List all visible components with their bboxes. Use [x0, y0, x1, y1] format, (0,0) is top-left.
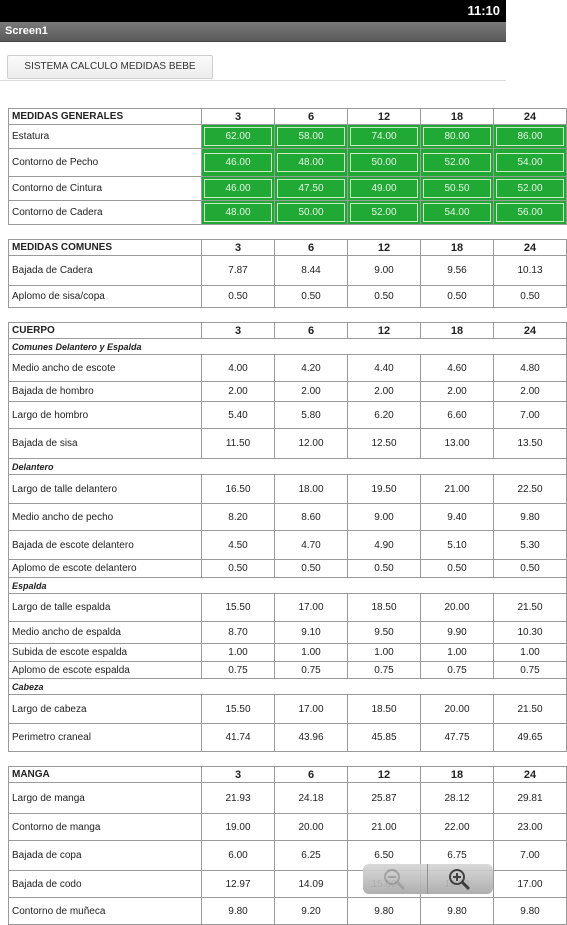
title-bar: [0, 22, 506, 42]
table-row: [9, 256, 567, 286]
section-title: MANGA: [9, 767, 202, 783]
value-cell: 15.50: [202, 695, 275, 724]
measurement-label: Perimetro craneal: [9, 724, 202, 752]
value-cell: 5.40: [202, 402, 275, 429]
value-cell: 15.50: [202, 594, 275, 622]
value-cell: 2.00: [494, 382, 567, 402]
table-row: [9, 201, 567, 225]
value-cell: 20.00: [275, 814, 348, 841]
value-cell: 6.00: [202, 841, 275, 871]
input-cell[interactable]: [494, 149, 567, 177]
table-row: [9, 594, 567, 622]
value-cell: 4.40: [348, 355, 421, 382]
measurement-label: Largo de manga: [9, 783, 202, 814]
value-cell: 9.80: [494, 504, 567, 531]
value-cell: 0.75: [202, 662, 275, 679]
value-cell: 17.00: [494, 871, 567, 898]
value-cell: 18.00: [275, 475, 348, 504]
input-cell[interactable]: [348, 125, 421, 149]
column-header: 3: [202, 767, 275, 783]
zoom-controls: [363, 864, 493, 894]
value-cell: 18.50: [348, 695, 421, 724]
input-value: 52.00: [423, 153, 491, 172]
value-cell: 16.50: [202, 475, 275, 504]
input-cell[interactable]: [494, 177, 567, 201]
value-cell: 21.00: [348, 814, 421, 841]
value-cell: 20.00: [421, 695, 494, 724]
input-cell[interactable]: [494, 201, 567, 225]
input-cell[interactable]: [275, 125, 348, 149]
input-cell[interactable]: [348, 177, 421, 201]
section-header-row: [9, 240, 567, 256]
input-value: 50.00: [277, 203, 345, 222]
value-cell: 9.80: [494, 898, 567, 925]
column-header: 12: [348, 109, 421, 125]
measurement-label: Medio ancho de espalda: [9, 622, 202, 644]
table-row: [9, 355, 567, 382]
value-cell: 0.50: [421, 560, 494, 578]
value-cell: 0.50: [494, 286, 567, 308]
value-cell: 7.87: [202, 256, 275, 286]
input-value: 50.50: [423, 179, 491, 198]
table-row: [9, 149, 567, 177]
value-cell: 9.20: [275, 898, 348, 925]
section-header-row: [9, 109, 567, 125]
column-header: 6: [275, 240, 348, 256]
table-row: [9, 814, 567, 841]
value-cell: 22.50: [494, 475, 567, 504]
value-cell: 29.81: [494, 783, 567, 814]
measurement-label: Contorno de Cadera: [9, 201, 202, 225]
input-cell[interactable]: [421, 177, 494, 201]
subsection-title: Comunes Delantero y Espalda: [9, 339, 567, 355]
section-header-row: [9, 323, 567, 339]
value-cell: 11.50: [202, 429, 275, 459]
value-cell: 10.13: [494, 256, 567, 286]
table-row: [9, 531, 567, 560]
table-row: [9, 724, 567, 752]
value-cell: 9.56: [421, 256, 494, 286]
input-cell[interactable]: [421, 149, 494, 177]
gap-cell: [9, 308, 567, 323]
column-header: 12: [348, 767, 421, 783]
value-cell: 6.50: [348, 841, 421, 871]
section-gap: [9, 225, 567, 240]
measurement-label: Contorno de Cintura: [9, 177, 202, 201]
value-cell: 10.30: [494, 622, 567, 644]
value-cell: 2.00: [275, 382, 348, 402]
input-value: 48.00: [277, 153, 345, 172]
zoom-out-button[interactable]: [363, 864, 427, 894]
measurement-label: Aplomo de escote delantero: [9, 560, 202, 578]
value-cell: 8.60: [275, 504, 348, 531]
value-cell: 0.75: [494, 662, 567, 679]
input-cell[interactable]: [348, 201, 421, 225]
value-cell: 2.00: [202, 382, 275, 402]
input-value: 50.00: [350, 153, 418, 172]
status-bar: [0, 0, 506, 22]
value-cell: 5.30: [494, 531, 567, 560]
value-cell: 1.00: [421, 644, 494, 662]
value-cell: 0.50: [348, 560, 421, 578]
subsection-row: [9, 679, 567, 695]
value-cell: 14.09: [275, 871, 348, 898]
value-cell: 4.60: [421, 355, 494, 382]
input-value: 56.00: [496, 203, 564, 222]
value-cell: 21.50: [494, 695, 567, 724]
input-value: 46.00: [204, 153, 272, 172]
table-row: [9, 783, 567, 814]
input-cell[interactable]: [275, 201, 348, 225]
value-cell: 21.93: [202, 783, 275, 814]
value-cell: 4.80: [494, 355, 567, 382]
table-row: [9, 177, 567, 201]
section-gap: [9, 752, 567, 767]
input-cell[interactable]: [421, 125, 494, 149]
value-cell: 12.50: [348, 429, 421, 459]
column-header: 18: [421, 240, 494, 256]
measurement-label: Subida de escote espalda: [9, 644, 202, 662]
input-value: 80.00: [423, 127, 491, 146]
value-cell: 9.80: [202, 898, 275, 925]
value-cell: 20.00: [421, 594, 494, 622]
measurement-label: Aplomo de escote espalda: [9, 662, 202, 679]
value-cell: 2.00: [421, 382, 494, 402]
input-cell[interactable]: [202, 149, 275, 177]
value-cell: 9.90: [421, 622, 494, 644]
value-cell: 12.97: [202, 871, 275, 898]
input-value: 74.00: [350, 127, 418, 146]
value-cell: 6.75: [421, 841, 494, 871]
subsection-row: [9, 339, 567, 355]
subsection-row: [9, 459, 567, 475]
sistema-calculo-button[interactable]: SISTEMA CALCULO MEDIDAS BEBE: [7, 55, 213, 79]
value-cell: 0.75: [275, 662, 348, 679]
value-cell: 5.10: [421, 531, 494, 560]
value-cell: 24.18: [275, 783, 348, 814]
measurement-label: Largo de talle espalda: [9, 594, 202, 622]
value-cell: 0.75: [348, 662, 421, 679]
value-cell: 13.00: [421, 429, 494, 459]
value-cell: 17.00: [275, 594, 348, 622]
subsection-title: Espalda: [9, 578, 567, 594]
column-header: 6: [275, 767, 348, 783]
column-header: 18: [421, 323, 494, 339]
input-cell[interactable]: [494, 125, 567, 149]
value-cell: 9.80: [348, 898, 421, 925]
gap-cell: [9, 752, 567, 767]
value-cell: 19.50: [348, 475, 421, 504]
value-cell: 19.00: [202, 814, 275, 841]
input-cell[interactable]: [202, 125, 275, 149]
value-cell: 21.50: [494, 594, 567, 622]
value-cell: 4.00: [202, 355, 275, 382]
column-header: 12: [348, 240, 421, 256]
value-cell: 8.20: [202, 504, 275, 531]
column-header: 24: [494, 767, 567, 783]
value-cell: 23.00: [494, 814, 567, 841]
value-cell: 9.00: [348, 504, 421, 531]
value-cell: 4.50: [202, 531, 275, 560]
column-header: 24: [494, 240, 567, 256]
value-cell: 2.00: [348, 382, 421, 402]
value-cell: 0.50: [275, 560, 348, 578]
value-cell: 5.80: [275, 402, 348, 429]
table-row: [9, 695, 567, 724]
column-header: 3: [202, 240, 275, 256]
measurement-label: Bajada de sisa: [9, 429, 202, 459]
input-value: 62.00: [204, 127, 272, 146]
value-cell: 7.00: [494, 841, 567, 871]
value-cell: 13.50: [494, 429, 567, 459]
column-header: 24: [494, 323, 567, 339]
value-cell: 0.75: [421, 662, 494, 679]
value-cell: 4.90: [348, 531, 421, 560]
value-cell: 43.96: [275, 724, 348, 752]
value-cell: 0.50: [494, 560, 567, 578]
value-cell: 9.40: [421, 504, 494, 531]
table-row: [9, 622, 567, 644]
measurements-sheet[interactable]: [8, 108, 543, 917]
section-header-row: [9, 767, 567, 783]
measurement-label: Bajada de copa: [9, 841, 202, 871]
input-value: 47.50: [277, 179, 345, 198]
status-clock: 11:10: [467, 3, 500, 18]
value-cell: 1.00: [275, 644, 348, 662]
input-value: 58.00: [277, 127, 345, 146]
measurement-label: Largo de cabeza: [9, 695, 202, 724]
measurement-label: Medio ancho de escote: [9, 355, 202, 382]
value-cell: 0.50: [202, 286, 275, 308]
table-row: [9, 644, 567, 662]
measurement-label: Bajada de hombro: [9, 382, 202, 402]
input-value: 86.00: [496, 127, 564, 146]
value-cell: 9.10: [275, 622, 348, 644]
value-cell: 6.25: [275, 841, 348, 871]
measurement-label: Contorno de Pecho: [9, 149, 202, 177]
subsection-title: Delantero: [9, 459, 567, 475]
measurement-label: Contorno de manga: [9, 814, 202, 841]
value-cell: 0.50: [202, 560, 275, 578]
value-cell: 1.00: [202, 644, 275, 662]
magnifier-plus-icon: [448, 868, 472, 890]
input-value: 54.00: [496, 153, 564, 172]
table-row: [9, 475, 567, 504]
gap-cell: [9, 225, 567, 240]
input-cell[interactable]: [348, 149, 421, 177]
input-value: 49.00: [350, 179, 418, 198]
measurement-label: Bajada de escote delantero: [9, 531, 202, 560]
section-title: CUERPO: [9, 323, 202, 339]
column-header: 18: [421, 109, 494, 125]
measurement-label: Medio ancho de pecho: [9, 504, 202, 531]
measurement-label: Largo de talle delantero: [9, 475, 202, 504]
table-row: [9, 382, 567, 402]
subsection-row: [9, 578, 567, 594]
input-value: 52.00: [350, 203, 418, 222]
section-title: MEDIDAS COMUNES: [9, 240, 202, 256]
header-divider: [0, 80, 506, 81]
table-row: [9, 429, 567, 459]
value-cell: 0.50: [275, 286, 348, 308]
value-cell: 1.00: [348, 644, 421, 662]
column-header: 24: [494, 109, 567, 125]
table-row: [9, 898, 567, 925]
value-cell: 21.00: [421, 475, 494, 504]
value-cell: 22.00: [421, 814, 494, 841]
value-cell: 47.75: [421, 724, 494, 752]
value-cell: 4.70: [275, 531, 348, 560]
value-cell: 0.50: [421, 286, 494, 308]
input-value: 48.00: [204, 203, 272, 222]
value-cell: 17.00: [275, 695, 348, 724]
zoom-in-button[interactable]: [428, 864, 492, 894]
input-value: 52.00: [496, 179, 564, 198]
measurement-label: Contorno de muñeca: [9, 898, 202, 925]
table-row: [9, 125, 567, 149]
value-cell: 25.87: [348, 783, 421, 814]
table-row: [9, 286, 567, 308]
subsection-title: Cabeza: [9, 679, 567, 695]
column-header: 18: [421, 767, 494, 783]
input-cell[interactable]: [275, 149, 348, 177]
table-row: [9, 662, 567, 679]
measurements-table: [8, 108, 567, 925]
column-header: 3: [202, 109, 275, 125]
input-value: 54.00: [423, 203, 491, 222]
value-cell: 8.70: [202, 622, 275, 644]
value-cell: 49.65: [494, 724, 567, 752]
value-cell: 28.12: [421, 783, 494, 814]
measurement-label: Bajada de codo: [9, 871, 202, 898]
table-row: [9, 402, 567, 429]
table-row: [9, 560, 567, 578]
measurement-label: Largo de hombro: [9, 402, 202, 429]
value-cell: 1.00: [494, 644, 567, 662]
column-header: 6: [275, 323, 348, 339]
value-cell: 18.50: [348, 594, 421, 622]
value-cell: 41.74: [202, 724, 275, 752]
input-cell[interactable]: [202, 201, 275, 225]
screen-title: Screen1: [5, 25, 48, 37]
section-title: MEDIDAS GENERALES: [9, 109, 202, 125]
table-row: [9, 504, 567, 531]
column-header: 12: [348, 323, 421, 339]
value-cell: 7.00: [494, 402, 567, 429]
measurement-label: Aplomo de sisa/copa: [9, 286, 202, 308]
measurement-label: Estatura: [9, 125, 202, 149]
value-cell: 8.44: [275, 256, 348, 286]
value-cell: 6.60: [421, 402, 494, 429]
value-cell: 9.80: [421, 898, 494, 925]
column-header: 6: [275, 109, 348, 125]
value-cell: 0.50: [348, 286, 421, 308]
measurement-label: Bajada de Cadera: [9, 256, 202, 286]
input-cell[interactable]: [275, 177, 348, 201]
value-cell: 6.20: [348, 402, 421, 429]
value-cell: 45.85: [348, 724, 421, 752]
value-cell: 9.00: [348, 256, 421, 286]
column-header: 3: [202, 323, 275, 339]
section-gap: [9, 308, 567, 323]
value-cell: 9.50: [348, 622, 421, 644]
input-value: 46.00: [204, 179, 272, 198]
value-cell: 12.00: [275, 429, 348, 459]
value-cell: 4.20: [275, 355, 348, 382]
input-cell[interactable]: [202, 177, 275, 201]
input-cell[interactable]: [421, 201, 494, 225]
magnifier-minus-icon: [383, 868, 407, 890]
